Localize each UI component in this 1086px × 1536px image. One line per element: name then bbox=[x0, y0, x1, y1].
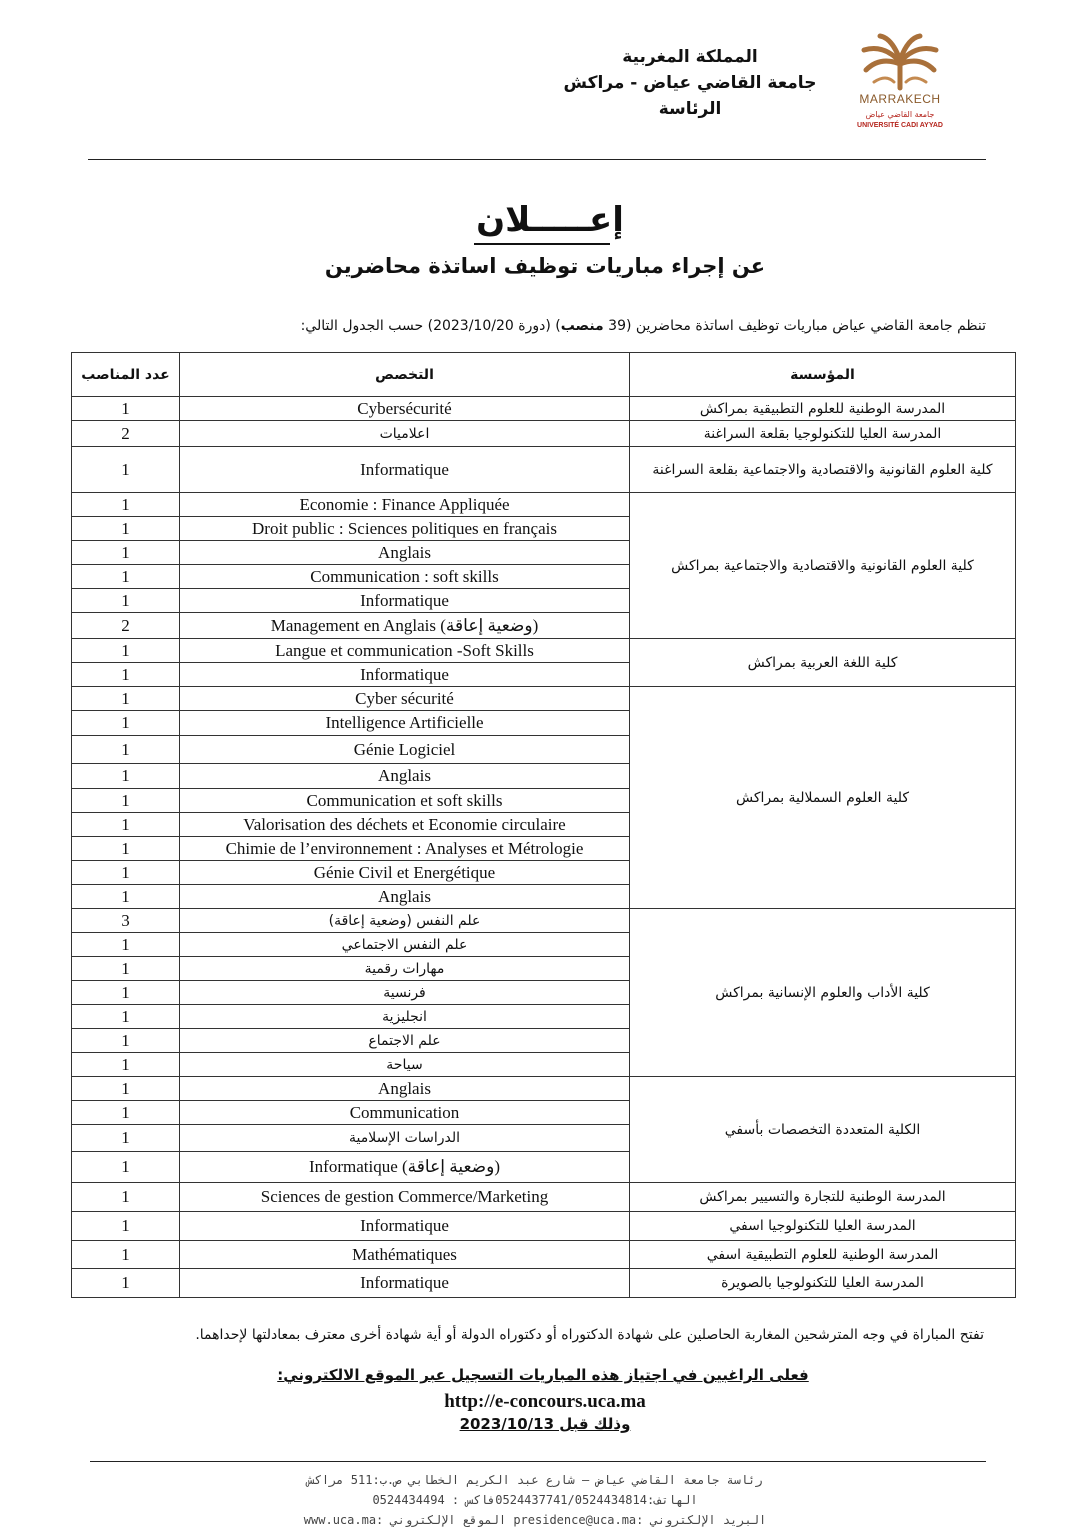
header-divider bbox=[88, 159, 986, 160]
positions-count: 1 bbox=[72, 957, 180, 981]
positions-count: 1 bbox=[72, 1183, 180, 1212]
institution-cell: كلية الأداب والعلوم الإنسانية بمراكش bbox=[630, 909, 1016, 1077]
positions-count: 1 bbox=[72, 1125, 180, 1152]
registration-link[interactable]: http://e-concours.uca.ma bbox=[444, 1391, 646, 1412]
presidency-name: الرئاسة bbox=[658, 99, 722, 119]
positions-count: 1 bbox=[72, 789, 180, 813]
logo-city: MARRAKECH bbox=[859, 92, 941, 106]
positions-count: 1 bbox=[72, 736, 180, 764]
table-row bbox=[72, 1212, 1016, 1241]
specialty-cell: علم النفس الاجتماعي bbox=[180, 933, 630, 957]
specialty-cell: Cyber sécurité bbox=[180, 687, 630, 711]
registration-deadline: وذلك قبل 2023/10/13 bbox=[459, 1415, 631, 1433]
footer-phone-fax: الهاتف:0524437741/0524434814فاكس : 0524434494 bbox=[372, 1493, 698, 1507]
specialty-cell: Anglais bbox=[180, 885, 630, 909]
table-row bbox=[72, 447, 1016, 493]
palm-emblem-icon bbox=[850, 30, 950, 94]
specialty-cell: Anglais bbox=[180, 764, 630, 789]
footer-divider bbox=[90, 1461, 986, 1462]
table-row bbox=[72, 909, 1016, 933]
specialty-cell: Communication et soft skills bbox=[180, 789, 630, 813]
positions-count: 1 bbox=[72, 1152, 180, 1183]
specialty-cell: الدراسات الإسلامية bbox=[180, 1125, 630, 1152]
table-row bbox=[72, 1183, 1016, 1212]
intro-text-bold: منصب bbox=[560, 318, 604, 334]
positions-count: 1 bbox=[72, 687, 180, 711]
intro-text-start: تنظم جامعة القاضي عياض مباريات توظيف اساتذة محاضرين (39 bbox=[603, 318, 986, 334]
positions-count: 1 bbox=[72, 447, 180, 493]
positions-count: 1 bbox=[72, 837, 180, 861]
specialty-cell: علم الاجتماع bbox=[180, 1029, 630, 1053]
institution-cell: المدرسة العليا للتكنولوجيا بقلعة السراغنة bbox=[630, 421, 1016, 447]
table-row bbox=[72, 421, 1016, 447]
positions-count: 1 bbox=[72, 1077, 180, 1101]
table-header-row bbox=[72, 353, 1016, 397]
intro-text-end: ) (دورة 2023/10/20) حسب الجدول التالي: bbox=[300, 318, 561, 334]
university-logo bbox=[850, 30, 950, 140]
registration-instruction: فعلى الراغبين في اجتياز هذه المباريات التسجيل عبر الموقع الالكتروني: bbox=[277, 1366, 809, 1384]
specialty-cell: اعلاميات bbox=[180, 421, 630, 447]
positions-count: 1 bbox=[72, 541, 180, 565]
positions-count: 1 bbox=[72, 813, 180, 837]
specialty-cell: مهارات رقمية bbox=[180, 957, 630, 981]
specialty-cell: Chimie de l’environnement : Analyses et Métrologie bbox=[180, 837, 630, 861]
positions-count: 1 bbox=[72, 1005, 180, 1029]
institution-cell: المدرسة العليا للتكنولوجيا اسفي bbox=[630, 1212, 1016, 1241]
positions-count: 1 bbox=[72, 397, 180, 421]
header-count: عدد المناصب bbox=[72, 353, 180, 397]
specialty-cell: Communication bbox=[180, 1101, 630, 1125]
specialty-cell: Management en Anglais (وضعية إعاقة) bbox=[180, 613, 630, 639]
specialty-cell: Informatique bbox=[180, 1212, 630, 1241]
specialty-cell: Sciences de gestion Commerce/Marketing bbox=[180, 1183, 630, 1212]
specialty-cell: سياحة bbox=[180, 1053, 630, 1077]
eligibility-note: تفتح المباراة في وجه المترشحين المغاربة الحاصلين على شهادة الدكتوراه أو دكتوراه الدولة أو أية شهادة أخرى معترف بمعادلتها لإحداهما. bbox=[195, 1327, 984, 1343]
specialty-cell: Cybersécurité bbox=[180, 397, 630, 421]
specialty-cell: انجليزية bbox=[180, 1005, 630, 1029]
institution-cell: الكلية المتعددة التخصصات بأسفي bbox=[630, 1077, 1016, 1183]
logo-name-fr: UNIVERSITÉ CADI AYYAD bbox=[857, 122, 943, 129]
specialty-cell: Intelligence Artificielle bbox=[180, 711, 630, 736]
title-underline bbox=[474, 243, 610, 245]
institution-cell: كلية العلوم السملالية بمراكش bbox=[630, 687, 1016, 909]
positions-count: 1 bbox=[72, 711, 180, 736]
positions-count: 1 bbox=[72, 493, 180, 517]
positions-count: 1 bbox=[72, 764, 180, 789]
letterhead bbox=[520, 44, 860, 122]
positions-count: 1 bbox=[72, 885, 180, 909]
specialty-cell: فرنسية bbox=[180, 981, 630, 1005]
footer-email-web: البريد الإلكتروني :presidence@uca.ma الموقع الإلكتروني :www.uca.ma bbox=[303, 1513, 767, 1527]
institution-cell: كلية العلوم القانونية والاقتصادية والاجتماعية بقلعة السراغنة bbox=[630, 447, 1016, 493]
specialty-cell: Langue et communication -Soft Skills bbox=[180, 639, 630, 663]
logo-name-ar: جامعة القاضي عياض bbox=[865, 110, 935, 119]
announcement-title: إعـــــلان bbox=[476, 200, 624, 240]
kingdom-name: المملكة المغربية bbox=[622, 47, 758, 67]
specialty-cell: Informatique bbox=[180, 663, 630, 687]
header-specialty: التخصص bbox=[180, 353, 630, 397]
positions-count: 1 bbox=[72, 663, 180, 687]
positions-count: 1 bbox=[72, 981, 180, 1005]
positions-count: 1 bbox=[72, 565, 180, 589]
positions-count: 1 bbox=[72, 1269, 180, 1298]
positions-count: 1 bbox=[72, 517, 180, 541]
positions-count: 1 bbox=[72, 1101, 180, 1125]
specialty-cell: Informatique bbox=[180, 589, 630, 613]
institution-cell: المدرسة الوطنية للعلوم التطبيقية اسفي bbox=[630, 1241, 1016, 1269]
specialty-cell: Informatique bbox=[180, 1269, 630, 1298]
positions-count: 1 bbox=[72, 1212, 180, 1241]
table-row bbox=[72, 493, 1016, 517]
table-row bbox=[72, 1241, 1016, 1269]
positions-count: 1 bbox=[72, 1029, 180, 1053]
positions-count: 1 bbox=[72, 1241, 180, 1269]
positions-count: 2 bbox=[72, 421, 180, 447]
positions-count: 2 bbox=[72, 613, 180, 639]
positions-count: 1 bbox=[72, 589, 180, 613]
specialty-cell: Mathématiques bbox=[180, 1241, 630, 1269]
positions-table bbox=[71, 352, 1016, 1298]
specialty-cell: Informatique (وضعية إعاقة) bbox=[180, 1152, 630, 1183]
positions-count: 1 bbox=[72, 639, 180, 663]
table-row bbox=[72, 397, 1016, 421]
specialty-cell: Valorisation des déchets et Economie circulaire bbox=[180, 813, 630, 837]
specialty-cell: Economie : Finance Appliquée bbox=[180, 493, 630, 517]
footer-address: رئاسة جامعة القاضي عياض – شارع عبد الكريم الخطابي ص.ب:511 مراكش bbox=[307, 1473, 763, 1487]
header-institution: المؤسسة bbox=[630, 353, 1016, 397]
institution-cell: المدرسة الوطنية للعلوم التطبيقية بمراكش bbox=[630, 397, 1016, 421]
specialty-cell: Génie Civil et Energétique bbox=[180, 861, 630, 885]
positions-count: 1 bbox=[72, 1053, 180, 1077]
specialty-cell: Informatique bbox=[180, 447, 630, 493]
specialty-cell: Communication : soft skills bbox=[180, 565, 630, 589]
specialty-cell: Droit public : Sciences politiques en français bbox=[180, 517, 630, 541]
table-row bbox=[72, 1269, 1016, 1298]
institution-cell: المدرسة الوطنية للتجارة والتسيير بمراكش bbox=[630, 1183, 1016, 1212]
table-body bbox=[72, 397, 1016, 1298]
announcement-subtitle: عن إجراء مباريات توظيف اساتذة محاضرين bbox=[324, 254, 766, 278]
positions-count: 1 bbox=[72, 861, 180, 885]
specialty-cell: علم النفس (وضعية إعاقة) bbox=[180, 909, 630, 933]
table-row bbox=[72, 639, 1016, 663]
footer bbox=[250, 1470, 820, 1530]
specialty-cell: Anglais bbox=[180, 541, 630, 565]
institution-cell: كلية العلوم القانونية والاقتصادية والاجتماعية بمراكش bbox=[630, 493, 1016, 639]
specialty-cell: Génie Logiciel bbox=[180, 736, 630, 764]
positions-count: 1 bbox=[72, 933, 180, 957]
table-row bbox=[72, 1077, 1016, 1101]
university-name: جامعة القاضي عياض - مراكش bbox=[563, 73, 817, 93]
specialty-cell: Anglais bbox=[180, 1077, 630, 1101]
positions-count: 3 bbox=[72, 909, 180, 933]
institution-cell: كلية اللغة العربية بمراكش bbox=[630, 639, 1016, 687]
intro-paragraph bbox=[150, 315, 986, 337]
table-row bbox=[72, 687, 1016, 711]
institution-cell: المدرسة العليا للتكنولوجيا بالصويرة bbox=[630, 1269, 1016, 1298]
